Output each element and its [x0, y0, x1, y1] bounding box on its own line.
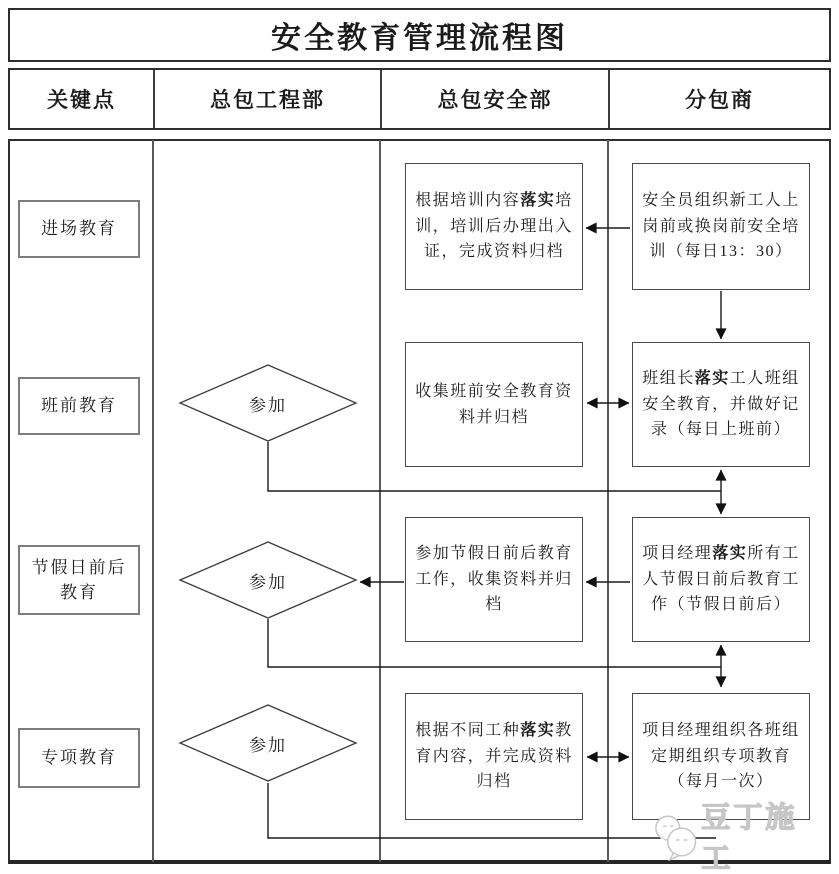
column-header-safety-dept: 总包安全部 — [382, 70, 610, 128]
subcontractor-box-row2: 班组长落实工人班组安全教育，并做好记录（每日上班前） — [632, 342, 810, 467]
watermark-logo-icon — [648, 810, 701, 862]
column-header-keypoint: 关键点 — [10, 70, 155, 128]
watermark — [648, 802, 828, 874]
subcontractor-box-row1: 安全员组织新工人上岗前或换岗前安全培训（每日13：30） — [632, 163, 810, 290]
keypoint-box-preshift-education: 班前教育 — [18, 377, 140, 435]
subcontractor-box-row3: 项目经理落实所有工人节假日前后教育工作（节假日前后） — [632, 517, 810, 642]
safety-dept-box-row4: 根据不同工种落实教育内容，并完成资料归档 — [405, 693, 583, 820]
column-header-subcontractor: 分包商 — [685, 88, 754, 112]
keypoint-box-special-education: 专项教育 — [18, 728, 140, 788]
participate-diamond-label-row3: 参加 — [249, 572, 287, 592]
column-header-engineering-dept: 总包工程部 — [155, 70, 382, 128]
keypoint-box-entry-education: 进场教育 — [18, 200, 140, 258]
safety-dept-box-row1: 根据培训内容落实培训，培训后办理出入证，完成资料归档 — [405, 163, 583, 290]
page-title: 安全教育管理流程图 — [271, 22, 568, 55]
participate-diamond-label-row4: 参加 — [249, 735, 287, 755]
safety-dept-box-row3: 参加节假日前后教育工作，收集资料并归档 — [405, 517, 583, 642]
safety-dept-box-row2: 收集班前安全教育资料并归档 — [405, 342, 583, 467]
subcontractor-box-row4: 项目经理组织各班组定期组织专项教育（每月一次） — [632, 693, 810, 820]
participate-diamond-label-row2: 参加 — [249, 395, 287, 415]
watermark-brand-text: 豆丁施工 — [701, 802, 798, 874]
keypoint-box-holiday-education: 节假日前后教育 — [18, 545, 140, 615]
